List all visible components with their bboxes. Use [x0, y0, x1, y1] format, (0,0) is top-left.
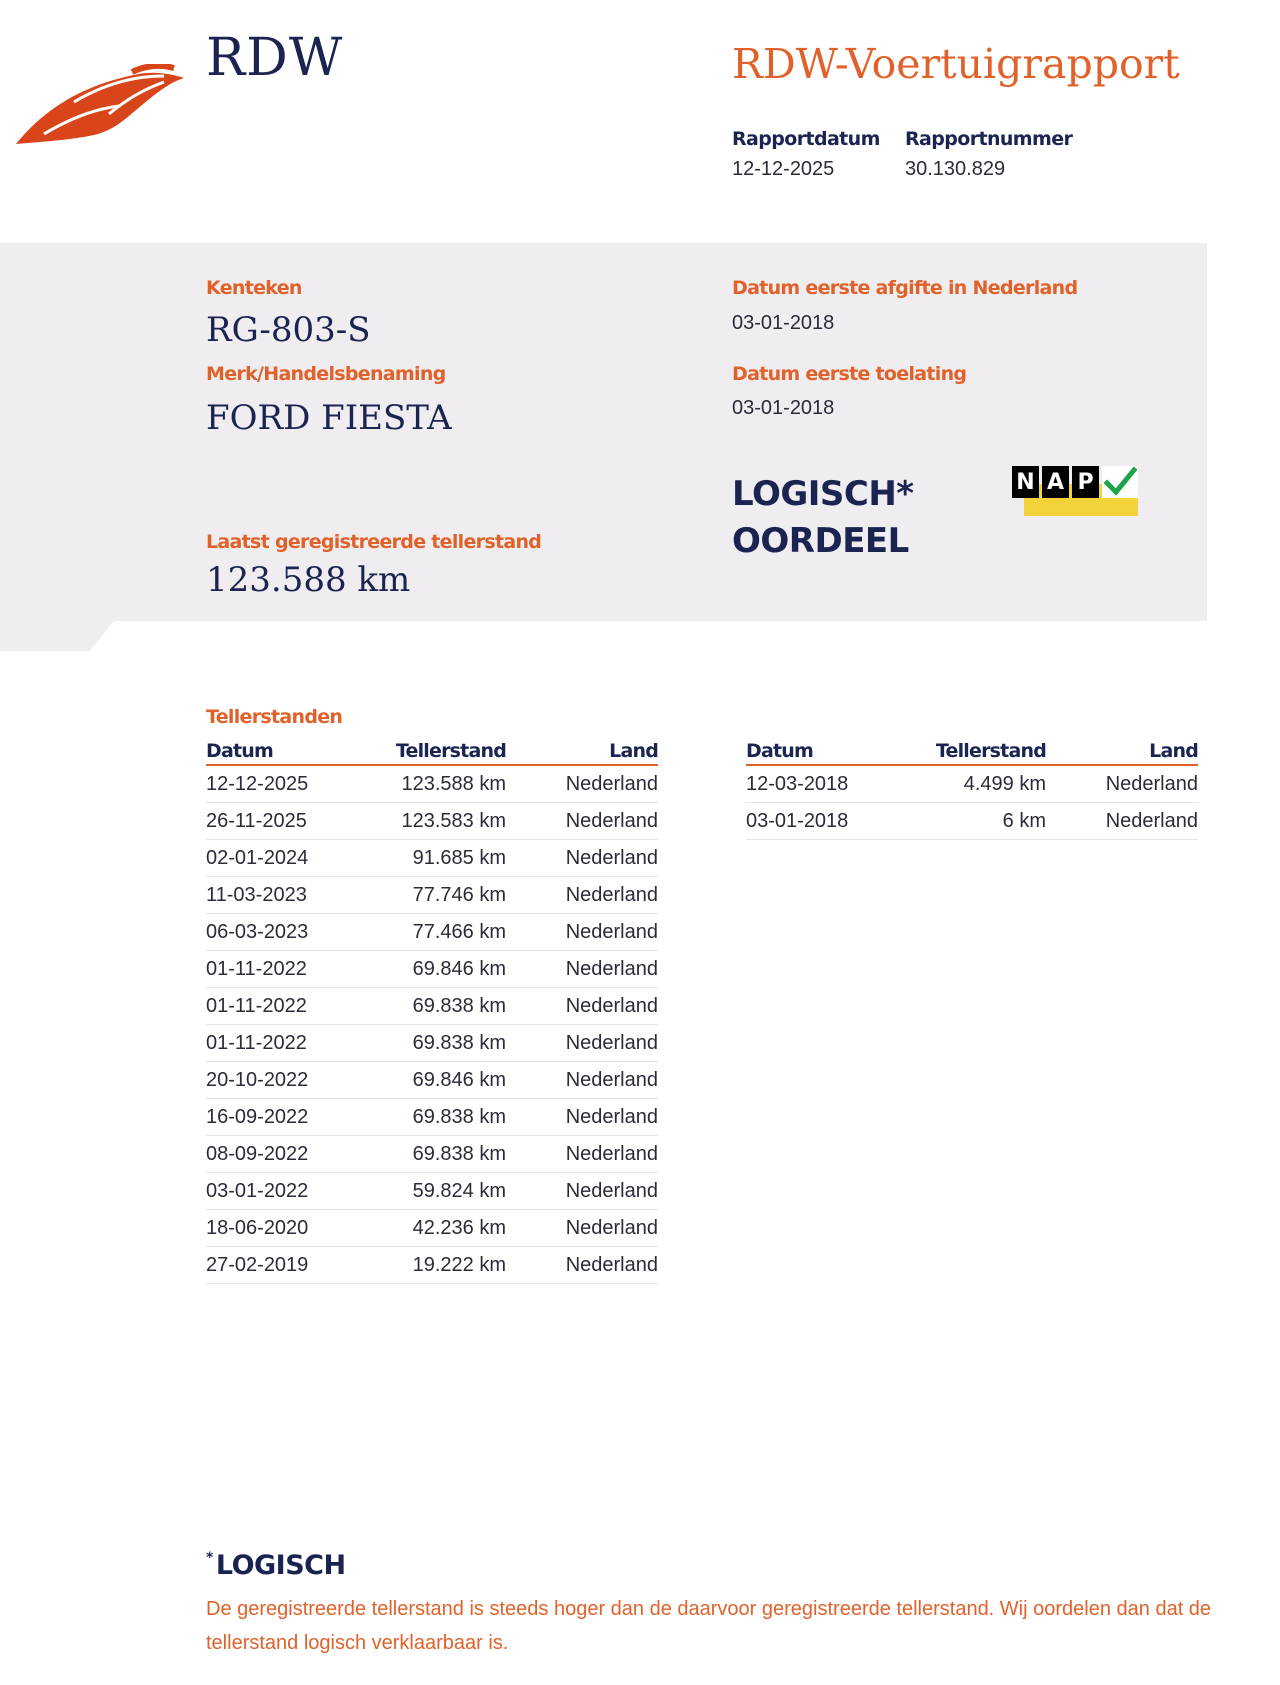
reading-country: Nederland: [506, 1136, 658, 1173]
reading-odometer: 69.838 km: [366, 988, 506, 1025]
reading-date: 11-03-2023: [206, 877, 366, 914]
table-row: [206, 988, 658, 1025]
reading-country: Nederland: [506, 803, 658, 840]
reading-date: 06-03-2023: [206, 914, 366, 951]
table-row: [746, 803, 1198, 840]
reading-country: Nederland: [506, 988, 658, 1025]
first-admission-label: Datum eerste toelating: [732, 363, 967, 385]
col-header-date: Datum: [746, 734, 906, 765]
rdw-logo: [14, 64, 184, 154]
table-row: [206, 1062, 658, 1099]
col-header-odometer: Tellerstand: [906, 734, 1046, 765]
last-odometer-value: 123.588 km: [206, 560, 411, 600]
col-header-odometer: Tellerstand: [366, 734, 506, 765]
reading-country: Nederland: [506, 1173, 658, 1210]
reading-date: 03-01-2018: [746, 803, 906, 840]
first-issue-value: 03-01-2018: [732, 312, 835, 334]
reading-date: 12-03-2018: [746, 765, 906, 803]
reading-country: Nederland: [506, 1247, 658, 1284]
first-issue-label: Datum eerste afgifte in Nederland: [732, 277, 1078, 299]
table-header-row: [746, 734, 1198, 765]
footnote-title: [206, 1550, 346, 1581]
reading-date: 01-11-2022: [206, 951, 366, 988]
table-row: [206, 803, 658, 840]
reading-country: Nederland: [1046, 765, 1198, 803]
reading-odometer: 59.824 km: [366, 1173, 506, 1210]
reading-date: 08-09-2022: [206, 1136, 366, 1173]
reading-date: 27-02-2019: [206, 1247, 366, 1284]
readings-table-right: [746, 734, 1198, 840]
footnote-text: De geregistreerde tellerstand is steeds hoger dan de daarvoor geregistreerde tellerstand. Wij oordelen dan dat de tellerstand logisch verklaarbaar is.: [206, 1598, 1212, 1654]
report-title: RDW-Voertuigrapport: [732, 40, 1180, 88]
reading-country: Nederland: [506, 1025, 658, 1062]
reading-country: Nederland: [506, 840, 658, 877]
report-date-label: Rapportdatum: [732, 128, 880, 150]
verdict-line-1: LOGISCH*: [732, 474, 914, 514]
last-odometer-label: Laatst geregistreerde tellerstand: [206, 531, 542, 553]
reading-odometer: 69.846 km: [366, 951, 506, 988]
table-row: [206, 1136, 658, 1173]
col-header-country: Land: [506, 734, 658, 765]
reading-country: Nederland: [506, 951, 658, 988]
reading-odometer: 42.236 km: [366, 1210, 506, 1247]
reading-country: Nederland: [506, 1062, 658, 1099]
table-row: [206, 1210, 658, 1247]
nap-letter-n: N: [1012, 466, 1039, 498]
reading-date: 01-11-2022: [206, 988, 366, 1025]
table-row: [746, 765, 1198, 803]
footnote-star: *: [206, 1550, 213, 1566]
first-admission-value: 03-01-2018: [732, 397, 835, 419]
plate-value: RG-803-S: [206, 310, 371, 350]
reading-odometer: 4.499 km: [906, 765, 1046, 803]
reading-odometer: 77.466 km: [366, 914, 506, 951]
table-row: [206, 877, 658, 914]
nap-badge: [1012, 466, 1138, 516]
reading-date: 16-09-2022: [206, 1099, 366, 1136]
reading-odometer: 123.583 km: [366, 803, 506, 840]
reading-country: Nederland: [506, 877, 658, 914]
table-row: [206, 1247, 658, 1284]
report-date: 12-12-2025: [732, 158, 835, 180]
table-row: [206, 1173, 658, 1210]
readings-table-left: [206, 734, 658, 1284]
reading-odometer: 123.588 km: [366, 765, 506, 803]
reading-odometer: 77.746 km: [366, 877, 506, 914]
reading-date: 20-10-2022: [206, 1062, 366, 1099]
table-row: [206, 1099, 658, 1136]
reading-date: 01-11-2022: [206, 1025, 366, 1062]
reading-odometer: 69.846 km: [366, 1062, 506, 1099]
footnote-title-text: LOGISCH: [215, 1550, 346, 1581]
reading-odometer: 69.838 km: [366, 1136, 506, 1173]
make-value: FORD FIESTA: [206, 398, 452, 438]
reading-odometer: 69.838 km: [366, 1025, 506, 1062]
table-row: [206, 914, 658, 951]
nap-letter-a: A: [1042, 466, 1069, 498]
brand-name: RDW: [206, 28, 344, 88]
vehicle-panel: [0, 243, 1207, 621]
nap-letter-p: P: [1072, 466, 1099, 498]
reading-date: 02-01-2024: [206, 840, 366, 877]
reading-date: 26-11-2025: [206, 803, 366, 840]
reading-date: 12-12-2025: [206, 765, 366, 803]
panel-notch: [0, 620, 115, 651]
col-header-date: Datum: [206, 734, 366, 765]
report-number-label: Rapportnummer: [905, 128, 1073, 150]
reading-odometer: 69.838 km: [366, 1099, 506, 1136]
readings-title: Tellerstanden: [206, 706, 343, 728]
table-row: [206, 840, 658, 877]
reading-country: Nederland: [506, 1210, 658, 1247]
table-row: [206, 765, 658, 803]
reading-date: 18-06-2020: [206, 1210, 366, 1247]
col-header-country: Land: [1046, 734, 1198, 765]
reading-odometer: 19.222 km: [366, 1247, 506, 1284]
reading-country: Nederland: [506, 914, 658, 951]
plate-label: Kenteken: [206, 277, 302, 299]
checkmark-icon: [1102, 466, 1138, 498]
reading-country: Nederland: [1046, 803, 1198, 840]
reading-country: Nederland: [506, 765, 658, 803]
reading-country: Nederland: [506, 1099, 658, 1136]
table-header-row: [206, 734, 658, 765]
table-row: [206, 951, 658, 988]
report-number: 30.130.829: [905, 158, 1006, 180]
reading-date: 03-01-2022: [206, 1173, 366, 1210]
verdict-line-2: OORDEEL: [732, 521, 909, 561]
reading-odometer: 6 km: [906, 803, 1046, 840]
make-label: Merk/Handelsbenaming: [206, 363, 446, 385]
reading-odometer: 91.685 km: [366, 840, 506, 877]
table-row: [206, 1025, 658, 1062]
